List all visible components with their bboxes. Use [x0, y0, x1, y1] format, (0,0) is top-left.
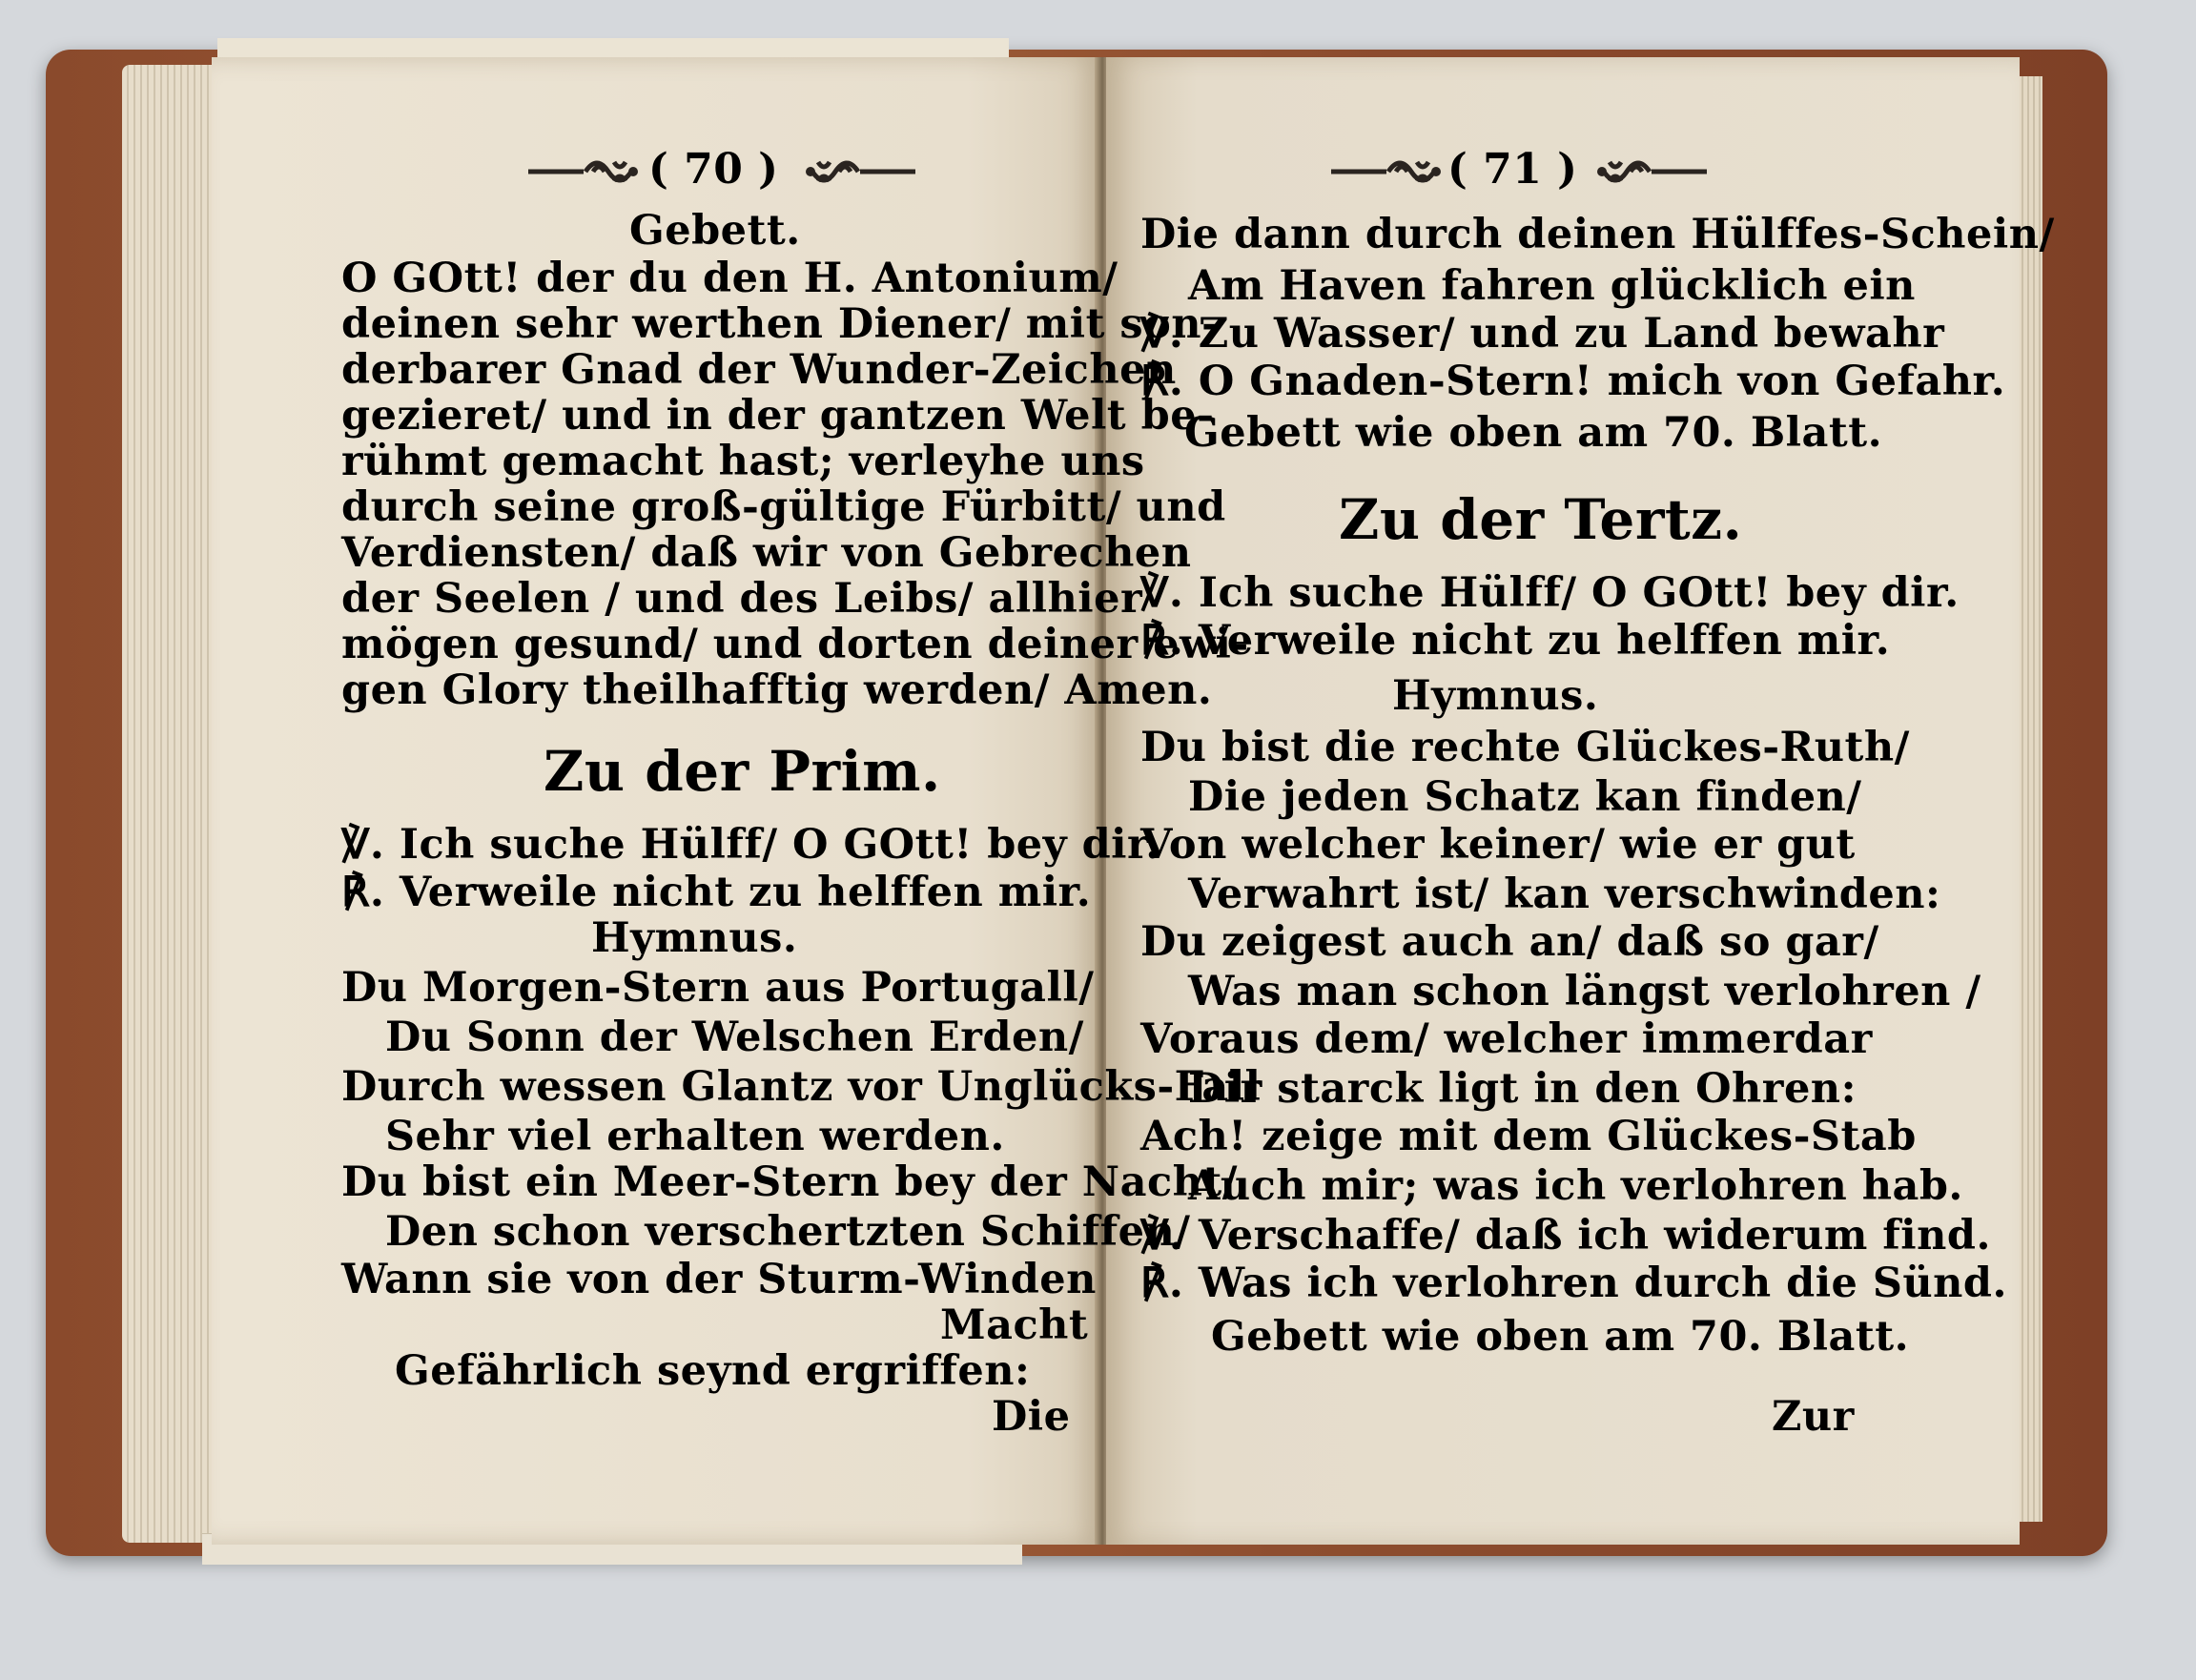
- response: ℟. Verweile nicht zu helffen mir.: [1140, 617, 1891, 665]
- ornament-right-icon: [1594, 151, 1709, 193]
- catchword: Die: [992, 1393, 1071, 1441]
- response: ℟. O Gnaden-Stern! mich von Gefahr.: [1140, 358, 2006, 405]
- page-number-70: ( 70 ): [648, 145, 779, 194]
- hymn-title: Hymnus.: [1392, 672, 1599, 720]
- ornament-left-icon: [1329, 151, 1444, 193]
- prayer-line: derbarer Gnad der Wunder-Zeichen: [341, 346, 1177, 394]
- versicle: ℣. Verschaffe/ daß ich widerum find.: [1140, 1212, 1991, 1260]
- prayer-reference: Gebett wie oben am 70. Blatt.: [1184, 409, 1883, 457]
- hymn-line: Ach! zeige mit dem Glückes-Stab: [1140, 1113, 1917, 1160]
- hymn-line: Voraus dem/ welcher immerdar: [1140, 1015, 1873, 1063]
- verse-line: Am Haven fahren glücklich ein: [1188, 262, 1916, 310]
- section-title-tertz: Zu der Tertz.: [1339, 487, 1743, 552]
- prayer-line: durch seine groß-gültige Fürbitt/ und: [341, 483, 1226, 531]
- response: ℟. Was ich verlohren durch die Sünd.: [1140, 1260, 2007, 1307]
- prayer-line: gezieret/ und in der gantzen Welt be-: [341, 392, 1215, 440]
- hymn-line: Wann sie von der Sturm-Winden: [341, 1256, 1097, 1303]
- hymn-title: Hymnus.: [591, 914, 798, 962]
- hymn-line: Verwahrt ist/ kan verschwinden:: [1188, 871, 1941, 918]
- hymn-line: Von welcher keiner/ wie er gut: [1140, 821, 1856, 869]
- hymn-line: Gefährlich seynd ergriffen:: [395, 1347, 1031, 1395]
- verse-line: Die dann durch deinen Hülffes-Schein/: [1140, 211, 2055, 258]
- prayer-title: Gebett.: [629, 207, 801, 255]
- response: ℟. Verweile nicht zu helffen mir.: [341, 869, 1092, 916]
- hymn-line: Du bist die rechte Glückes-Ruth/: [1140, 724, 1910, 771]
- page-number-71: ( 71 ): [1447, 145, 1578, 194]
- versicle: ℣. Zu Wasser/ und zu Land bewahr: [1140, 310, 1945, 358]
- prayer-line: der Seelen / und des Leibs/ allhier: [341, 575, 1143, 623]
- hymn-line: Du bist ein Meer-Stern bey der Nacht/: [341, 1158, 1238, 1206]
- hymn-line: Durch wessen Glantz vor Unglücks-Fall: [341, 1063, 1262, 1111]
- hymn-line: Auch mir; was ich verlohren hab.: [1188, 1162, 1963, 1210]
- section-title-prim: Zu der Prim.: [544, 739, 941, 804]
- hymn-line: Du Sonn der Welschen Erden/: [385, 1014, 1084, 1061]
- prayer-line: rühmt gemacht hast; verleyhe uns: [341, 438, 1145, 485]
- prayer-line: gen Glory theilhafftig werden/ Amen.: [341, 666, 1213, 714]
- hymn-line: Was man schon längst verlohren /: [1188, 968, 1981, 1015]
- prayer-line: deinen sehr werthen Diener/ mit son-: [341, 300, 1220, 348]
- hymn-line: Du zeigest auch an/ daß so gar/: [1140, 918, 1879, 966]
- hymn-line: Du Morgen-Stern aus Portugall/: [341, 964, 1095, 1012]
- prayer-line: mögen gesund/ und dorten deiner ewi-: [341, 621, 1249, 668]
- versicle: ℣. Ich suche Hülff/ O GOtt! bey dir.: [341, 821, 1160, 869]
- catchword: Zur: [1772, 1393, 1855, 1441]
- ornament-right-icon: [803, 151, 917, 193]
- ornament-left-icon: [526, 151, 641, 193]
- prayer-line: O GOtt! der du den H. Antonium/: [341, 255, 1119, 302]
- versicle: ℣. Ich suche Hülff/ O GOtt! bey dir.: [1140, 569, 1960, 617]
- prayer-line: Verdiensten/ daß wir von Gebrechen: [341, 529, 1192, 577]
- hymn-line: Die jeden Schatz kan finden/: [1188, 773, 1862, 821]
- page-edges-right: [2018, 76, 2042, 1522]
- hymn-line-overflow: Macht: [940, 1301, 1089, 1349]
- hymn-line: Den schon verschertzten Schiffen/: [385, 1208, 1191, 1256]
- hymn-line: Sehr viel erhalten werden.: [385, 1113, 1005, 1160]
- prayer-reference: Gebett wie oben am 70. Blatt.: [1211, 1313, 1910, 1361]
- hymn-line: Dir starck ligt in den Ohren:: [1188, 1065, 1857, 1113]
